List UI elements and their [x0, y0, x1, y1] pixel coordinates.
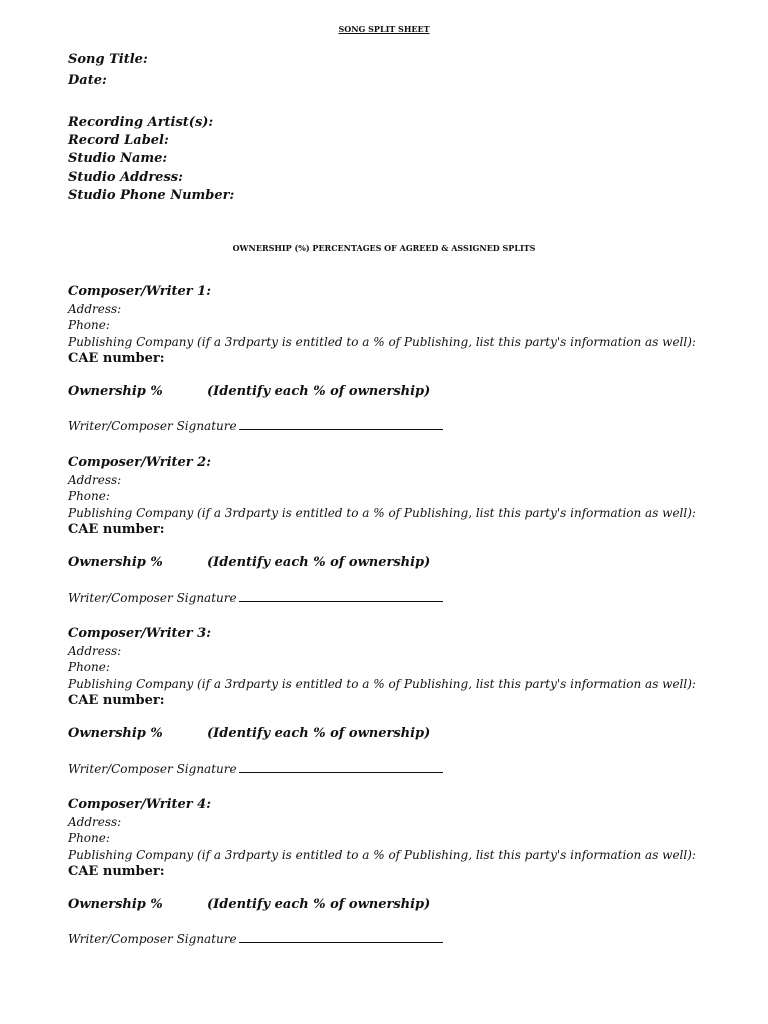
- address-label: Address:: [68, 473, 122, 487]
- cae-label: CAE number:: [68, 522, 165, 537]
- signature-line[interactable]: [239, 931, 443, 943]
- ownership-note: (Identify each % of ownership): [207, 555, 431, 570]
- signature-label: Writer/Composer Signature: [68, 419, 237, 433]
- address-label: Address:: [68, 815, 122, 829]
- address-label: Address:: [68, 644, 122, 658]
- signature-label: Writer/Composer Signature: [68, 932, 237, 946]
- signature-row: [68, 761, 443, 776]
- ownership-note: (Identify each % of ownership): [207, 726, 431, 741]
- ownership-note: (Identify each % of ownership): [207, 897, 431, 912]
- recording-artists-label: Recording Artist(s):: [68, 115, 214, 130]
- phone-label: Phone:: [68, 831, 110, 845]
- cae-label: CAE number:: [68, 864, 165, 879]
- writer-heading: Composer/Writer 2:: [68, 455, 212, 470]
- writer-heading: Composer/Writer 3:: [68, 626, 212, 641]
- date-label: Date:: [68, 73, 107, 88]
- phone-label: Phone:: [68, 489, 110, 503]
- signature-line[interactable]: [239, 761, 443, 773]
- signature-row: [68, 418, 443, 433]
- writer-heading: Composer/Writer 1:: [68, 284, 212, 299]
- song-title-label: Song Title:: [68, 52, 148, 67]
- section-title: OWNERSHIP (%) PERCENTAGES OF AGREED & ASSIGNED SPLITS: [232, 243, 536, 253]
- signature-label: Writer/Composer Signature: [68, 762, 237, 776]
- record-label-label: Record Label:: [68, 133, 169, 148]
- ownership-label: Ownership %: [68, 897, 163, 912]
- ownership-note: (Identify each % of ownership): [207, 384, 431, 399]
- signature-label: Writer/Composer Signature: [68, 591, 237, 605]
- writer-heading: Composer/Writer 4:: [68, 797, 212, 812]
- phone-label: Phone:: [68, 660, 110, 674]
- ownership-label: Ownership %: [68, 384, 163, 399]
- signature-row: [68, 931, 443, 946]
- publishing-label: Publishing Company (if a 3rdparty is entitled to a % of Publishing, list this party's information as well):: [68, 335, 696, 349]
- studio-name-label: Studio Name:: [68, 151, 168, 166]
- address-label: Address:: [68, 302, 122, 316]
- ownership-label: Ownership %: [68, 555, 163, 570]
- page-title: SONG SPLIT SHEET: [338, 24, 430, 34]
- ownership-label: Ownership %: [68, 726, 163, 741]
- cae-label: CAE number:: [68, 693, 165, 708]
- publishing-label: Publishing Company (if a 3rdparty is entitled to a % of Publishing, list this party's information as well):: [68, 848, 696, 862]
- cae-label: CAE number:: [68, 351, 165, 366]
- studio-address-label: Studio Address:: [68, 170, 183, 185]
- publishing-label: Publishing Company (if a 3rdparty is entitled to a % of Publishing, list this party's information as well):: [68, 677, 696, 691]
- signature-line[interactable]: [239, 590, 443, 602]
- publishing-label: Publishing Company (if a 3rdparty is entitled to a % of Publishing, list this party's information as well):: [68, 506, 696, 520]
- signature-line[interactable]: [239, 418, 443, 430]
- signature-row: [68, 590, 443, 605]
- phone-label: Phone:: [68, 318, 110, 332]
- studio-phone-label: Studio Phone Number:: [68, 188, 235, 203]
